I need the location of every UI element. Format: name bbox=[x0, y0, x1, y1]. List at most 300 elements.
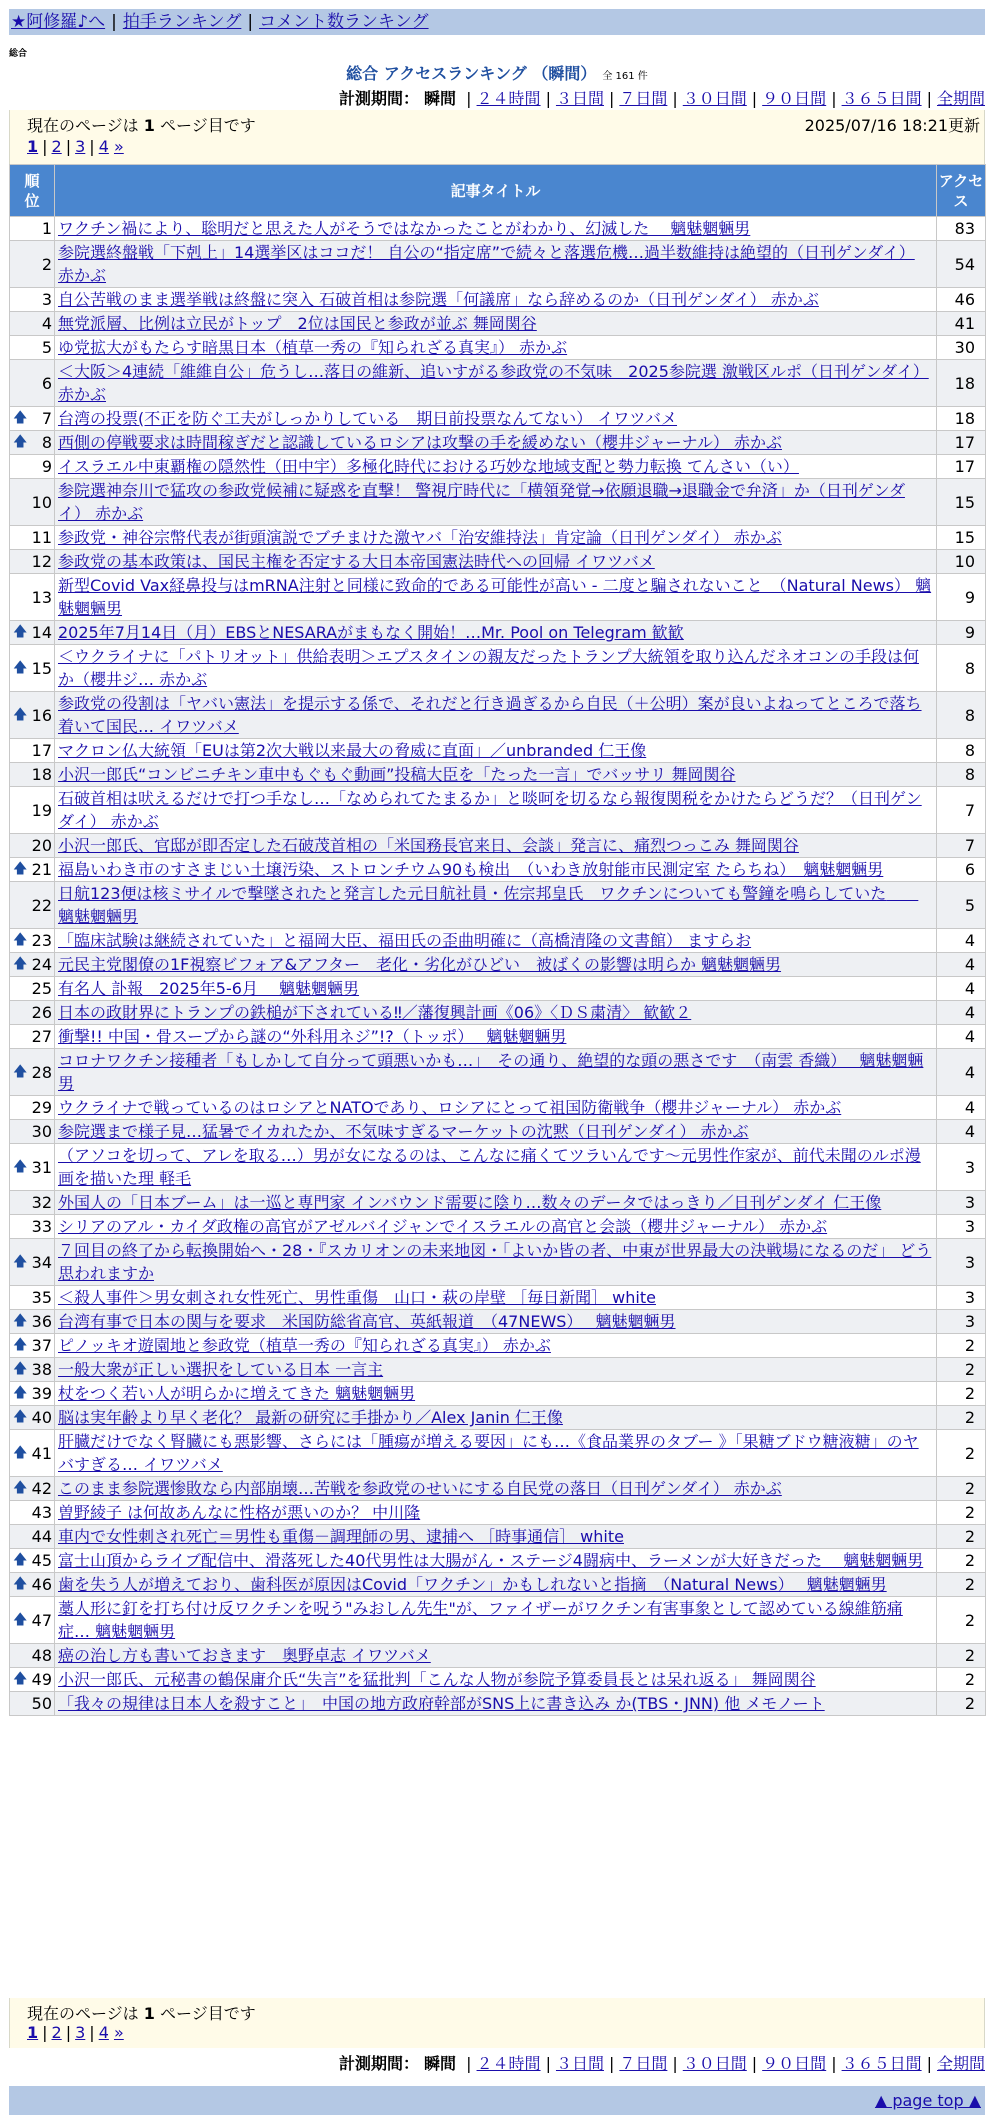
rank-cell bbox=[10, 739, 55, 763]
article-link[interactable]: 有名人 訃報 2025年5-6月 魑魅魍魎男 bbox=[58, 979, 360, 998]
access-count: 4 bbox=[937, 1049, 986, 1096]
article-link[interactable]: 新型Covid Vax経鼻投与はmRNA注射と同様に致命的である可能性が高い - 二度と騙されないこと （Natural News） 魑魅魍魎男 bbox=[58, 576, 932, 618]
period-separator: | bbox=[831, 2054, 837, 2073]
article-link[interactable]: ７回目の終了から転換開始へ・28・『スカリオンの未来地図・「よいか皆の者、中東が世界最大の決戦場になるのだ」 どう思われますか bbox=[58, 1241, 932, 1283]
table-row bbox=[10, 431, 986, 455]
page-text-suffix: ページ目です bbox=[160, 2004, 256, 2023]
table-row bbox=[10, 763, 986, 787]
table-row bbox=[10, 479, 986, 526]
title-cell bbox=[55, 407, 937, 431]
title-cell bbox=[55, 858, 937, 882]
article-link[interactable]: 一般大衆が正しい選択をしている日本 一言主 bbox=[58, 1360, 384, 1379]
article-link[interactable]: 元民主党閣僚の1F視察ビフォア&アフター 老化・劣化がひどい 被ばくの影響は明らか 魑魅魍魎男 bbox=[58, 955, 782, 974]
rank-number: 11 bbox=[31, 528, 52, 547]
title-cell bbox=[55, 977, 937, 1001]
title-cell bbox=[55, 550, 937, 574]
rank-number: 47 bbox=[31, 1610, 52, 1630]
article-link[interactable]: 石破首相は吠えるだけで打つ手なし…「なめられてたまるか」と啖呵を切るなら報復関税をかけたらどうだ？（日刊ゲンダイ） 赤かぶ bbox=[58, 789, 922, 831]
period-option-link[interactable]: 全期間 bbox=[936, 89, 985, 108]
article-link[interactable]: ピノッキオ遊園地と参政党（植草一秀の『知られざる真実』） 赤かぶ bbox=[58, 1336, 551, 1355]
rank-cell bbox=[10, 1239, 55, 1286]
rank-cell bbox=[10, 407, 55, 431]
rank-number: 43 bbox=[31, 1503, 52, 1522]
article-link[interactable]: 車内で女性刺され死亡＝男性も重傷－調理師の男、逮捕へ ［時事通信］ white bbox=[58, 1527, 624, 1546]
title-cell bbox=[55, 1406, 937, 1430]
article-link[interactable]: 「我々の規律は日本人を殺すこと」 中国の地方政府幹部がSNS上に書き込み か(TBS・JNN) 他 メモノート bbox=[58, 1694, 825, 1713]
rank-number: 42 bbox=[31, 1479, 52, 1498]
rank-up-arrow-icon: 🡅 bbox=[13, 1158, 28, 1175]
access-count: 30 bbox=[937, 336, 986, 360]
title-cell bbox=[55, 1049, 937, 1096]
rank-number: 50 bbox=[31, 1694, 52, 1713]
period-separator: | bbox=[608, 2054, 615, 2073]
rank-cell bbox=[10, 1215, 55, 1239]
rank-cell bbox=[10, 1358, 55, 1382]
access-count: 2 bbox=[937, 1382, 986, 1406]
table-row bbox=[10, 1406, 986, 1430]
rank-number: 7 bbox=[41, 409, 52, 428]
rank-number: 4 bbox=[41, 314, 52, 333]
period-options bbox=[461, 89, 985, 108]
title-cell bbox=[55, 1525, 937, 1549]
rank-cell bbox=[10, 550, 55, 574]
access-count: 6 bbox=[937, 858, 986, 882]
page-link[interactable]: 3 bbox=[75, 2023, 86, 2042]
article-link[interactable]: ＜ウクライナに「パトリオット」供給表明＞エプスタインの親友だったトランプ大統領を取り込んだネオコンの手段は何か（櫻井ジ… 赤かぶ bbox=[58, 647, 919, 689]
pagination bbox=[27, 137, 124, 156]
rank-number: 26 bbox=[31, 1003, 52, 1022]
table-row bbox=[10, 1358, 986, 1382]
rank-cell bbox=[10, 1430, 55, 1477]
period-separator: | bbox=[545, 2054, 551, 2073]
rank-header: 順位 bbox=[10, 165, 55, 217]
access-count: 7 bbox=[937, 787, 986, 834]
article-link[interactable]: 2025年7月14日（月）EBSとNESARAがまもなく開始！…Mr. Pool on Telegram 歓歓 bbox=[58, 623, 684, 642]
rank-up-arrow-icon: 🡅 bbox=[13, 1480, 28, 1496]
page-link[interactable]: 3 bbox=[75, 137, 86, 156]
title-cell bbox=[55, 1597, 937, 1644]
clap-ranking-link[interactable]: 拍手ランキング bbox=[122, 12, 242, 32]
article-link[interactable]: 台湾の投票(不正を防ぐ工夫がしっかりしている 期日前投票なんてない） イワツバメ bbox=[58, 409, 678, 428]
period-option-link[interactable]: ９０日間 bbox=[762, 2054, 827, 2073]
access-header: アクセス bbox=[937, 165, 986, 217]
article-link[interactable]: 小沢一郎氏、官邸が即否定した石破茂首相の「米国務長官来日、会談」発言に、痛烈つっこみ 舞岡関谷 bbox=[58, 836, 799, 855]
table-row bbox=[10, 739, 986, 763]
table-row bbox=[10, 1382, 986, 1406]
rank-number: 41 bbox=[31, 1443, 52, 1463]
page-text-prefix: 現在のページは bbox=[27, 2004, 139, 2023]
title-cell bbox=[55, 834, 937, 858]
title-cell bbox=[55, 692, 937, 739]
rank-cell bbox=[10, 336, 55, 360]
rank-cell bbox=[10, 431, 55, 455]
article-link[interactable]: ＜殺人事件＞男女刺され女性死亡、男性重傷 山口・萩の岸壁 ［毎日新聞］ white bbox=[58, 1288, 656, 1307]
table-row bbox=[10, 1286, 986, 1310]
rank-up-arrow-icon: 🡅 bbox=[13, 1313, 28, 1329]
access-count: 3 bbox=[937, 1191, 986, 1215]
title-cell bbox=[55, 621, 937, 645]
rank-cell bbox=[10, 1025, 55, 1049]
page-link-current[interactable]: 1 bbox=[27, 137, 39, 156]
rank-cell bbox=[10, 1049, 55, 1096]
article-link[interactable]: 参院選終盤戦「下剋上」14選挙区はココだ！ 自公の“指定席”で続々と落選危機…過半数維持は絶望的（日刊ゲンダイ） 赤かぶ bbox=[58, 243, 915, 285]
article-link[interactable]: 参政党・神谷宗幣代表が街頭演説でブチまけた激ヤバ「治安維持法」肯定論（日刊ゲンダイ） 赤かぶ bbox=[58, 528, 782, 547]
period-option-link[interactable]: ３６５日間 bbox=[841, 89, 922, 108]
nav-separator: | bbox=[247, 12, 254, 32]
article-link[interactable]: 外国人の「日本ブーム」は一巡と専門家 インバウンド需要に陰り…数々のデータではっきり／日刊ゲンダイ 仁王像 bbox=[58, 1193, 882, 1212]
access-count: 9 bbox=[937, 574, 986, 621]
article-link[interactable]: 参院選まで様子見…猛暑でイカれたか、不気味すぎるマーケットの沈黙（日刊ゲンダイ） 赤かぶ bbox=[58, 1122, 749, 1141]
title-cell bbox=[55, 1001, 937, 1025]
access-count: 5 bbox=[937, 882, 986, 929]
rank-number: 29 bbox=[31, 1098, 52, 1117]
rank-cell bbox=[10, 1644, 55, 1668]
title-cell bbox=[55, 1334, 937, 1358]
access-count: 3 bbox=[937, 1239, 986, 1286]
access-count: 2 bbox=[937, 1597, 986, 1644]
access-count: 17 bbox=[937, 455, 986, 479]
table-row bbox=[10, 550, 986, 574]
rank-up-arrow-icon: 🡅 bbox=[13, 1337, 28, 1353]
article-link[interactable]: ウクライナで戦っているのはロシアとNATOであり、ロシアにとって祖国防衛戦争（櫻井ジャーナル） 赤かぶ bbox=[58, 1098, 842, 1117]
table-row bbox=[10, 1430, 986, 1477]
article-link[interactable]: 小沢一郎氏、元秘書の鶴保庸介氏“失言”を猛批判「こんな人物が参院予算委員長とは呆れ返る」 舞岡関谷 bbox=[58, 1670, 816, 1689]
title-cell bbox=[55, 763, 937, 787]
access-count: 8 bbox=[937, 739, 986, 763]
access-count: 2 bbox=[937, 1406, 986, 1430]
title-cell bbox=[55, 1025, 937, 1049]
rank-cell bbox=[10, 455, 55, 479]
article-link[interactable]: 「臨床試験は継続されていた」と福岡大臣、福田氏の歪曲明確に（高橋清隆の文書館） ますらお bbox=[58, 931, 752, 950]
article-link[interactable]: ワクチン禍により、聡明だと思えた人がそうではなかったことがわかり、幻滅した 魑魅魍魎男 bbox=[58, 219, 751, 238]
page-link[interactable]: 2 bbox=[51, 2023, 62, 2042]
access-count: 2 bbox=[937, 1525, 986, 1549]
title-cell bbox=[55, 1430, 937, 1477]
rank-number: 13 bbox=[31, 587, 52, 607]
rank-cell bbox=[10, 1310, 55, 1334]
table-row bbox=[10, 1001, 986, 1025]
rank-number: 19 bbox=[31, 800, 52, 820]
page-text-suffix: ページ目です bbox=[160, 116, 256, 135]
table-row bbox=[10, 953, 986, 977]
period-separator: | bbox=[831, 89, 837, 108]
article-link[interactable]: 参政党の基本政策は、国民主権を否定する大日本帝国憲法時代への回帰 イワツバメ bbox=[58, 552, 655, 571]
page-text-prefix: 現在のページは bbox=[27, 116, 139, 135]
table-row bbox=[10, 1501, 986, 1525]
title-cell bbox=[55, 1215, 937, 1239]
article-link[interactable]: 杖をつく若い人が明らかに増えてきた 魑魅魍魎男 bbox=[58, 1384, 416, 1403]
table-row bbox=[10, 645, 986, 692]
rank-cell bbox=[10, 288, 55, 312]
table-row bbox=[10, 1477, 986, 1501]
title-cell bbox=[55, 360, 937, 407]
period-separator: | bbox=[926, 2054, 932, 2073]
rank-up-arrow-icon: 🡅 bbox=[13, 1552, 28, 1568]
article-link[interactable]: シリアのアル・カイダ政権の高官がアゼルバイジャンでイスラエルの高官と会談（櫻井ジャーナル） 赤かぶ bbox=[58, 1217, 828, 1236]
title-cell bbox=[55, 217, 937, 241]
rank-number: 48 bbox=[31, 1646, 52, 1665]
title-cell bbox=[55, 739, 937, 763]
page-title bbox=[0, 61, 994, 84]
rank-number: 35 bbox=[31, 1288, 52, 1307]
category-label: 総合 bbox=[9, 49, 28, 59]
title-cell bbox=[55, 1382, 937, 1406]
access-count: 8 bbox=[937, 692, 986, 739]
rank-up-arrow-icon: 🡅 bbox=[13, 1361, 28, 1377]
table-row bbox=[10, 336, 986, 360]
period-option-link[interactable]: ３６５日間 bbox=[841, 2054, 922, 2073]
rank-number: 1 bbox=[41, 219, 52, 238]
rank-cell bbox=[10, 692, 55, 739]
access-count: 83 bbox=[937, 217, 986, 241]
page-separator: | bbox=[89, 137, 95, 156]
table-row bbox=[10, 1549, 986, 1573]
rank-number: 32 bbox=[31, 1193, 52, 1212]
access-count: 4 bbox=[937, 929, 986, 953]
period-label: 計測期間： bbox=[338, 89, 419, 108]
article-link[interactable]: 脳は実年齢より早く老化？ 最新の研究に手掛かり／Alex Janin 仁王像 bbox=[58, 1408, 563, 1427]
rank-cell bbox=[10, 882, 55, 929]
rank-up-arrow-icon: 🡅 bbox=[13, 1576, 28, 1592]
table-row bbox=[10, 217, 986, 241]
table-row bbox=[10, 1191, 986, 1215]
page-link-current[interactable]: 1 bbox=[27, 2023, 39, 2042]
rank-number: 10 bbox=[31, 492, 52, 512]
rank-cell bbox=[10, 953, 55, 977]
title-cell bbox=[55, 1668, 937, 1692]
page-text-number: 1 bbox=[143, 2004, 155, 2023]
title-cell bbox=[55, 431, 937, 455]
access-count: 3 bbox=[937, 1144, 986, 1191]
comment-ranking-link[interactable]: コメント数ランキング bbox=[259, 12, 429, 32]
next-page-link[interactable]: » bbox=[113, 137, 124, 156]
title-cell bbox=[55, 479, 937, 526]
article-link[interactable]: ＜大阪＞4連続「維維自公」危うし…落日の維新、追いすがる参政党の不気味 2025参院選 激戦区ルポ（日刊ゲンダイ） 赤かぶ bbox=[58, 362, 929, 404]
period-current: 瞬間 bbox=[424, 89, 457, 108]
rank-number: 15 bbox=[31, 658, 52, 678]
table-row bbox=[10, 834, 986, 858]
period-option-link[interactable]: ９０日間 bbox=[762, 89, 827, 108]
table-row bbox=[10, 1644, 986, 1668]
rank-up-arrow-icon: 🡅 bbox=[13, 1444, 28, 1461]
article-link[interactable]: 小沢一郎氏“コンビニチキン車中もぐもぐ動画”投稿大臣を「たった一言」でバッサリ 舞岡関谷 bbox=[58, 765, 736, 784]
table-row bbox=[10, 1096, 986, 1120]
rank-up-arrow-icon: 🡅 bbox=[13, 706, 28, 723]
rank-number: 40 bbox=[31, 1408, 52, 1427]
title-cell bbox=[55, 1501, 937, 1525]
table-row bbox=[10, 1597, 986, 1644]
article-link[interactable]: 西側の停戦要求は時間稼ぎだと認識しているロシアは攻撃の手を緩めない（櫻井ジャーナル） 赤かぶ bbox=[58, 433, 782, 452]
table-row bbox=[10, 929, 986, 953]
rank-cell bbox=[10, 645, 55, 692]
rank-cell bbox=[10, 360, 55, 407]
table-row bbox=[10, 241, 986, 288]
rank-cell bbox=[10, 1191, 55, 1215]
page-text-number: 1 bbox=[143, 116, 155, 135]
rank-number: 3 bbox=[41, 290, 52, 309]
article-link[interactable]: 歯を失う人が増えており、歯科医が原因はCovid「ワクチン」かもしれないと指摘 （Natural News） 魑魅魍魎男 bbox=[58, 1575, 887, 1594]
period-options bbox=[461, 2054, 985, 2073]
rank-number: 8 bbox=[41, 433, 52, 452]
rank-cell bbox=[10, 1001, 55, 1025]
article-link[interactable]: 藁人形に釘を打ち付け反ワクチンを呪う"みおしん先生"が、ファイザーがワクチン有害事象として認めている線維筋痛症… 魑魅魍魎男 bbox=[58, 1599, 903, 1641]
period-separator: | bbox=[608, 89, 615, 108]
table-row bbox=[10, 1215, 986, 1239]
title-cell bbox=[55, 241, 937, 288]
rank-cell bbox=[10, 1096, 55, 1120]
top-nav bbox=[9, 9, 985, 35]
rank-number: 45 bbox=[31, 1551, 52, 1570]
rank-number: 24 bbox=[31, 955, 52, 974]
table-row bbox=[10, 574, 986, 621]
access-count: 3 bbox=[937, 1310, 986, 1334]
access-count: 4 bbox=[937, 953, 986, 977]
rank-number: 22 bbox=[31, 895, 52, 915]
rank-up-arrow-icon: 🡅 bbox=[13, 1063, 28, 1080]
access-count: 46 bbox=[937, 288, 986, 312]
title-cell bbox=[55, 1120, 937, 1144]
access-count: 7 bbox=[937, 834, 986, 858]
table-row bbox=[10, 1525, 986, 1549]
rank-cell bbox=[10, 763, 55, 787]
period-option-link[interactable]: ３日間 bbox=[555, 2054, 604, 2073]
rank-number: 6 bbox=[41, 373, 52, 393]
rank-number: 5 bbox=[41, 338, 52, 357]
table-row bbox=[10, 858, 986, 882]
access-count: 3 bbox=[937, 1215, 986, 1239]
rank-up-arrow-icon: 🡅 bbox=[13, 410, 28, 426]
rank-number: 9 bbox=[41, 457, 52, 476]
access-count: 2 bbox=[937, 1501, 986, 1525]
title-cell bbox=[55, 336, 937, 360]
article-link[interactable]: このまま参院選惨敗なら内部崩壊…苦戦を参政党のせいにする自民党の落日（日刊ゲンダイ） 赤かぶ bbox=[58, 1479, 782, 1498]
period-option-link[interactable]: ２４時間 bbox=[476, 89, 541, 108]
period-option-link[interactable]: ３０日間 bbox=[682, 89, 747, 108]
rank-up-arrow-icon: 🡅 bbox=[13, 1611, 28, 1628]
period-option-link[interactable]: ３０日間 bbox=[682, 2054, 747, 2073]
rank-number: 14 bbox=[31, 623, 52, 642]
rank-cell bbox=[10, 241, 55, 288]
article-link[interactable]: 日航123便は核ミサイルで撃墜されたと発言した元日航社員・佐宗邦皇氏 ワクチンについても警鐘を鳴らしていた 魑魅魍魎男 bbox=[58, 884, 919, 926]
access-count: 41 bbox=[937, 312, 986, 336]
article-link[interactable]: 自公苦戦のまま選挙戦は終盤に突入 石破首相は参院選「何議席」なら辞めるのか（日刊ゲンダイ） 赤かぶ bbox=[58, 290, 819, 309]
access-count: 2 bbox=[937, 1549, 986, 1573]
article-link[interactable]: 肝臓だけでなく腎臓にも悪影響、さらには「腫瘍が増える要因」にも…《食品業界のタブー 》「果糖ブドウ糖液糖」のヤバすぎる… イワツバメ bbox=[58, 1432, 919, 1474]
title-cell bbox=[55, 1096, 937, 1120]
article-link[interactable]: 福島いわき市のすさまじい土壌汚染、ストロンチウム90も検出 （いわき放射能市民測定室 たらちね） 魑魅魍魎男 bbox=[58, 860, 884, 879]
page-top-link[interactable]: ▲ page top ▲ bbox=[874, 2091, 981, 2110]
rank-up-arrow-icon: 🡅 bbox=[13, 434, 28, 450]
article-link[interactable]: 参政党の役割は「ヤバい憲法」を提示する係で、それだと行き過ぎるから自民（＋公明）案が良いよねってところで落ち着いて国民… イワツバメ bbox=[58, 694, 922, 736]
title-cell bbox=[55, 288, 937, 312]
article-link[interactable]: コロナワクチン接種者「もしかして自分って頭悪いかも…」 その通り、絶望的な頭の悪さです （南雲 香織） 魑魅魍魎男 bbox=[58, 1051, 924, 1093]
access-count: 2 bbox=[937, 1573, 986, 1597]
period-option-link[interactable]: ７日間 bbox=[619, 89, 668, 108]
article-link[interactable]: 無党派層、比例は立民がトップ 2位は国民と参政が並ぶ 舞岡関谷 bbox=[58, 314, 537, 333]
rank-number: 28 bbox=[31, 1062, 52, 1082]
article-link[interactable]: 富士山頂からライブ配信中、滑落死した40代男性は大腸がん・ステージ4闘病中、ラーメンが大好きだった 魑魅魍魎男 bbox=[58, 1551, 924, 1570]
rank-cell bbox=[10, 621, 55, 645]
article-link[interactable]: マクロン仏大統領「EUは第2次大戦以来最大の脅威に直面」／unbranded 仁王像 bbox=[58, 741, 647, 760]
nav-separator: | bbox=[111, 12, 117, 32]
article-link[interactable]: 参院選神奈川で猛攻の参政党候補に疑惑を直撃！ 警視庁時代に「横領発覚→依願退職→退職金で弁済」か（日刊ゲンダイ） 赤かぶ bbox=[58, 481, 905, 523]
rank-number: 21 bbox=[31, 860, 52, 879]
period-option-link[interactable]: 全期間 bbox=[936, 2054, 985, 2073]
updated-time: 2025/07/16 18:21更新 bbox=[804, 116, 980, 135]
rank-number: 49 bbox=[31, 1670, 52, 1689]
page-info-top bbox=[9, 110, 985, 164]
period-option-link[interactable]: ２４時間 bbox=[476, 2054, 541, 2073]
page-link[interactable]: 2 bbox=[51, 137, 62, 156]
table-row bbox=[10, 977, 986, 1001]
page-link[interactable]: 4 bbox=[98, 137, 109, 156]
rank-number: 39 bbox=[31, 1384, 52, 1403]
rank-cell bbox=[10, 929, 55, 953]
period-separator: | bbox=[545, 89, 551, 108]
ranking-body bbox=[10, 217, 986, 1716]
rank-number: 34 bbox=[31, 1252, 52, 1272]
article-link[interactable]: 癌の治し方も書いておきます 奥野卓志 イワツバメ bbox=[58, 1646, 431, 1665]
table-row bbox=[10, 455, 986, 479]
table-row bbox=[10, 360, 986, 407]
current-page-text bbox=[27, 2001, 256, 2024]
article-link[interactable]: イスラエル中東覇権の隠然性（田中宇）多極化時代における巧妙な地域支配と勢力転換 てんさい（い） bbox=[58, 457, 799, 476]
article-link[interactable]: （アソコを切って、アレを取る…）男が女になるのは、こんなに痛くてツラいんです～元男性作家が、前代未聞のルポ漫画を描いた理 軽毛 bbox=[58, 1146, 921, 1188]
title-header: 記事タイトル bbox=[55, 165, 937, 217]
period-separator: | bbox=[672, 2054, 678, 2073]
period-selector-bottom bbox=[339, 2051, 985, 2074]
page-link[interactable]: 4 bbox=[98, 2023, 109, 2042]
title-cell bbox=[55, 455, 937, 479]
access-count: 54 bbox=[937, 241, 986, 288]
access-count: 15 bbox=[937, 526, 986, 550]
title-cell bbox=[55, 1310, 937, 1334]
rank-number: 18 bbox=[31, 765, 52, 784]
article-link[interactable]: 衝撃!! 中国・骨スープから謎の“外科用ネジ”!?（トッポ） 魑魅魍魎男 bbox=[58, 1027, 567, 1046]
article-link[interactable]: 日本の政財界にトランプの鉄槌が下されている‼／藩復興計画《06》〈ＤＳ粛清〉 歓歓２ bbox=[58, 1003, 692, 1022]
access-count: 8 bbox=[937, 763, 986, 787]
access-count: 17 bbox=[937, 431, 986, 455]
title-cell bbox=[55, 1644, 937, 1668]
page-separator: | bbox=[42, 2023, 48, 2042]
rank-number: 2 bbox=[41, 254, 52, 274]
title-cell bbox=[55, 645, 937, 692]
article-link[interactable]: ゆ党拡大がもたらす暗黒日本（植草一秀の『知られざる真実』） 赤かぶ bbox=[58, 338, 568, 357]
article-link[interactable]: 台湾有事で日本の関与を要求 米国防総省高官、英紙報道 （47NEWS） 魑魅魍魎男 bbox=[58, 1312, 676, 1331]
period-option-link[interactable]: ３日間 bbox=[555, 89, 604, 108]
article-link[interactable]: 曽野綾子 は何故あんなに性格が悪いのか？ 中川隆 bbox=[58, 1503, 421, 1522]
table-row bbox=[10, 1025, 986, 1049]
period-option-link[interactable]: ７日間 bbox=[619, 2054, 668, 2073]
title-cell bbox=[55, 953, 937, 977]
title-cell bbox=[55, 929, 937, 953]
access-count: 8 bbox=[937, 645, 986, 692]
title-cell bbox=[55, 526, 937, 550]
period-separator: | bbox=[926, 89, 932, 108]
current-page-text bbox=[27, 113, 256, 136]
rank-cell bbox=[10, 1692, 55, 1716]
rank-up-arrow-icon: 🡅 bbox=[13, 1409, 28, 1425]
home-link[interactable]: ★阿修羅♪へ bbox=[11, 12, 106, 32]
next-page-link[interactable]: » bbox=[113, 2023, 124, 2042]
rank-cell bbox=[10, 1501, 55, 1525]
rank-number: 30 bbox=[31, 1122, 52, 1141]
table-row bbox=[10, 526, 986, 550]
period-separator: | bbox=[466, 2054, 472, 2073]
rank-up-arrow-icon: 🡅 bbox=[13, 1253, 28, 1270]
period-label: 計測期間： bbox=[338, 2054, 419, 2073]
rank-up-arrow-icon: 🡅 bbox=[13, 624, 28, 640]
